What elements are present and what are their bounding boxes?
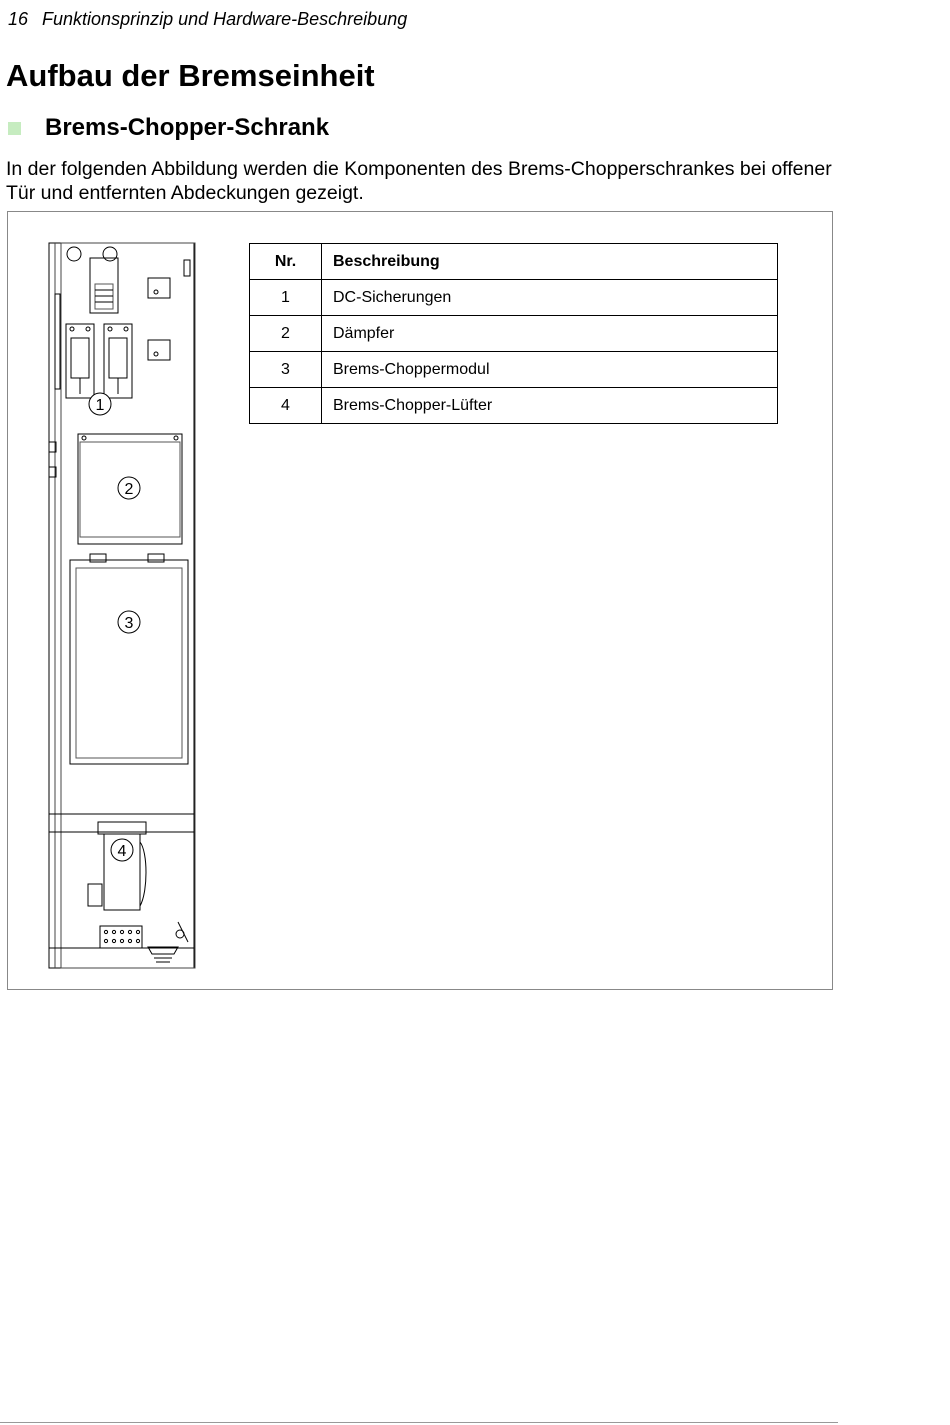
- legend-nr: 1: [250, 280, 322, 316]
- legend-header-nr: Nr.: [250, 244, 322, 280]
- legend-desc: Brems-Chopper-Lüfter: [322, 388, 778, 424]
- legend-nr: 3: [250, 352, 322, 388]
- callout-3-label: 3: [124, 615, 134, 632]
- callout-1: [89, 393, 111, 415]
- legend-desc: DC-Sicherungen: [322, 280, 778, 316]
- table-row: [250, 316, 778, 352]
- legend-desc: Brems-Choppermodul: [322, 352, 778, 388]
- table-row: [250, 280, 778, 316]
- intro-paragraph: In der folgenden Abbildung werden die Komponenten des Brems-Chopperschrankes bei offener Tür und entfernten Abdeckungen gezeigt.: [6, 158, 832, 204]
- table-row: [250, 388, 778, 424]
- legend-nr: 2: [250, 316, 322, 352]
- callout-3: [118, 611, 140, 633]
- legend-table: [249, 243, 778, 424]
- callout-1-label: 1: [95, 397, 105, 414]
- legend-header-desc: Beschreibung: [322, 244, 778, 280]
- figure-frame: [7, 211, 833, 990]
- legend-desc: Dämpfer: [322, 316, 778, 352]
- callout-2: [118, 477, 140, 499]
- running-header: [8, 9, 407, 30]
- subsection-title: Brems-Chopper-Schrank: [45, 114, 330, 141]
- table-row: [250, 352, 778, 388]
- chapter-title: Funktionsprinzip und Hardware-Beschreibung: [42, 9, 408, 29]
- legend-header-row: [250, 244, 778, 280]
- callout-2-label: 2: [124, 481, 134, 498]
- footer-rule: [0, 1422, 838, 1423]
- square-bullet-icon: [8, 122, 21, 135]
- section-title: Aufbau der Bremseinheit: [6, 58, 375, 93]
- subsection-heading: [8, 114, 329, 142]
- legend-nr: 4: [250, 388, 322, 424]
- callout-4-label: 4: [117, 843, 127, 860]
- page-number: 16: [8, 9, 29, 29]
- cabinet-drawing: [48, 242, 208, 972]
- callout-4: [111, 839, 133, 861]
